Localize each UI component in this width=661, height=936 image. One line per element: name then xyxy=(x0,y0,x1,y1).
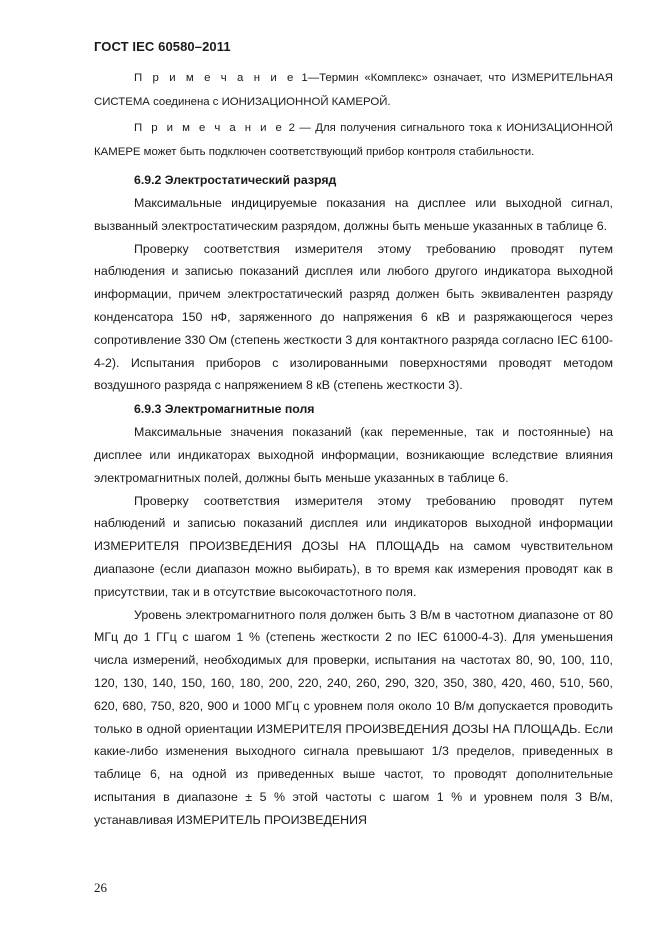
paragraph: Уровень электромагнитного поля должен быть 3 В/м в частотном диапазоне от 80 МГц до 1 ГГц с шагом 1 % (степень жесткости 2 по IEC 61000-4-3). Для уменьшения числа измерений, необходимых для проверки, испытания на частотах 80, 90, 100, 110, 120, 130, 140, 150, 160, 180, 200, 220, 240, 260, 290, 320, 350, 380, 420, 460, 510, 560, 620, 680, 750, 820, 900 и 1000 МГц с уровнем поля около 10 В/м допускается проводить только в одной ориентации ИЗМЕРИТЕЛЯ ПРОИЗВЕДЕНИЯ ДОЗЫ НА ПЛОЩАДЬ. Если какие-либо изменения выходного сигнала превышают 1/3 пределов, приведенных в таблице 6, на одной из приведенных выше частот, то проводят дополнительные испытания в диапазоне ± 5 % этой частоты с шагом 1 % и уровнем поля 3 В/м, устанавливая ИЗМЕРИТЕЛЬ ПРОИЗВЕДЕНИЯ xyxy=(94,607,613,827)
document-code-header: ГОСТ IEC 60580–2011 xyxy=(94,39,231,54)
note-label: П р и м е ч а н и е xyxy=(134,72,296,84)
paragraph: Проверку соответствия измерителя этому требованию проводят путем наблюдения и записью показаний дисплея или любого другого индикатора выходной информации, причем электростатический разряд должен быть эквивалентен разряду конденсатора 150 нФ, заряженного до напряжения 6 кВ и разряжающегося через сопротивление 330 Ом (степень жесткости 3 для контактного разряда согласно IEC 6100-4-2). Испытания приборов с изолированными поверхностями проводят методом воздушного разряда с напряжением 8 кВ (степень жесткости 3). xyxy=(94,241,613,393)
paragraph: Максимальные индицируемые показания на дисплее или выходной сигнал, вызванный электростатическим разрядом, должны быть меньше указанных в таблице 6. xyxy=(94,196,613,233)
page-number: 26 xyxy=(94,880,107,895)
note-text: 2 — Для получения сигнального тока к ИОНИЗАЦИОННОЙ КАМЕРЕ может быть подключен соответствующий прибор контроля стабильности. xyxy=(94,122,613,158)
paragraph: Проверку соответствия измерителя этому требованию проводят путем наблюдений и записью показаний дисплея или индикаторов выходной информации ИЗМЕРИТЕЛЯ ПРОИЗВЕДЕНИЯ ДОЗЫ НА ПЛОЩАДЬ на самом чувствительном диапазоне (если диапазон можно выбирать), в то время как измерения проводят как в присутствии, так и в отсутствие высокочастотного поля. xyxy=(94,493,613,599)
note-1 xyxy=(94,66,613,114)
note-text: 1—Термин «Комплекс» означает, что ИЗМЕРИТЕЛЬНАЯ СИСТЕМА соединена с ИОНИЗАЦИОННОЙ КАМЕРОЙ. xyxy=(94,72,613,108)
section-heading-6-9-3: 6.9.3 Электромагнитные поля xyxy=(134,402,315,417)
document-body xyxy=(94,66,613,832)
note-label: П р и м е ч а н и е xyxy=(134,122,285,134)
paragraph: Максимальные значения показаний (как переменные, так и постоянные) на дисплее или индикаторах выходной информации, возникающие вследствие влияния электромагнитных полей, должны быть меньше указанных в таблице 6. xyxy=(94,425,613,485)
note-2 xyxy=(94,116,613,164)
section-heading-6-9-2: 6.9.2 Электростатический разряд xyxy=(134,173,337,187)
